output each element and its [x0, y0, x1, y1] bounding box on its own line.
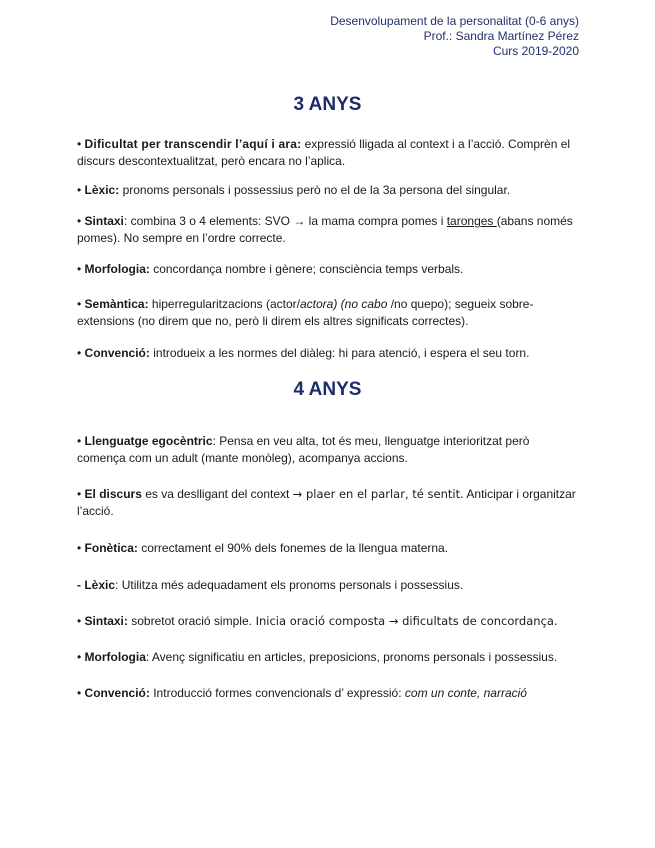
item-text: /no quepo); segueix sobre-extensions (no direm que no, però li direm els altres significats correctes). [77, 297, 534, 328]
item-text: es va deslligant del context [141, 487, 293, 501]
list-item [77, 577, 580, 594]
list-item: • El discurs es va deslligant del context → plaer en el parlar, té sentit. Anticipar i organitzar l’acció. [77, 487, 576, 518]
header-course-title: Desenvolupament de la personalitat (0-6 anys) [330, 14, 579, 28]
item-label: Llenguatge egocèntric [84, 434, 213, 448]
item-text: sobretot oració simple. [127, 614, 252, 628]
section-title-3-anys: 3 ANYS [293, 94, 362, 115]
item-italic-text: actora) (no cabo [299, 297, 391, 311]
item-label: Sintaxi [84, 214, 124, 228]
item-italic-text: com un conte, narració [404, 686, 527, 700]
item-label: Semàntica: [84, 297, 149, 311]
list-item: • Llenguatge egocèntric: Pensa en veu alta, tot és meu, llenguatge interioritzat però comença com un adult (mante monòleg), acompanya accions. [77, 434, 530, 465]
list-item: • Lèxic: pronoms personals i possessius però no el de la 3a persona del singular. [77, 183, 511, 197]
item-text: pronoms personals i possessius però no el de la 3a persona del singular. [119, 183, 511, 197]
item-label: Morfologia [84, 650, 146, 664]
item-text: expressió lligada al context i a l’acció. Comprèn el discurs descontextualitzat, però encara no l’aplica. [77, 137, 571, 168]
item-label: Lèxic [84, 578, 116, 592]
section-title-4-anys: 4 ANYS [293, 379, 362, 400]
item-prefix: - [77, 578, 85, 592]
header-year: Curs 2019-2020 [492, 44, 579, 58]
document-header [330, 14, 579, 59]
item-text: hiperregularitzacions (actor/ [148, 297, 300, 311]
list-item: • Sintaxi: combina 3 o 4 elements: SVO → la mama compra pomes i taronges (abans només pomes). No sempre en l’ordre correcte. [77, 214, 573, 245]
item-underlined-text: taronges [446, 214, 497, 228]
list-item: • Convenció: introdueix a les normes del diàleg: hi para atenció, i espera el seu torn. [77, 346, 530, 360]
header-professor: Prof.: Sandra Martínez Pérez [423, 29, 579, 43]
item-text: : Pensa en veu alta, tot és meu, llenguatge interioritzat però comença com un adult (mante monòleg), acompanya accions. [77, 434, 530, 465]
item-text: Inicia oració composta → dificultats de concordança. [251, 614, 558, 628]
item-label: Sintaxi: [84, 614, 128, 628]
item-text: (abans només pomes). No sempre en l’ordre correcte. [77, 214, 573, 245]
item-text: → plaer en el parlar, té sentit. [292, 487, 464, 501]
list-item: • Semàntica: hiperregularitzacions (actor/actora) (no cabo /no quepo); segueix sobre-extensions (no direm que no, però li direm els altres significats correctes). [77, 297, 534, 328]
list-item: • Convenció: Introducció formes convencionals d’ expressió: com un conte, narració [77, 686, 527, 700]
item-text: : combina 3 o 4 elements: SVO → la mama compra pomes i [123, 214, 447, 228]
item-text: Anticipar i organitzar l’acció. [77, 487, 576, 518]
item-label: El discurs [84, 487, 142, 501]
list-item: • Morfologia: Avenç significatiu en articles, preposicions, pronoms personals i possessius. [77, 650, 558, 664]
item-label: Dificultat per transcendir l’aquí i ara: [84, 137, 302, 151]
item-label: Fonètica: [84, 541, 138, 555]
list-item: • Dificultat per transcendir l’aquí i ara: expressió lligada al context i a l’acció. Comprèn el discurs descontextualitzat, però encara no l’aplica. [77, 137, 571, 168]
list-item: • Morfologia: concordança nombre i gènere; consciència temps verbals. [77, 262, 464, 276]
item-label: Morfologia: [84, 262, 150, 276]
item-text: introdueix a les normes del diàleg: hi para atenció, i espera el seu torn. [149, 346, 530, 360]
item-label: Convenció: [84, 346, 150, 360]
list-item: • Fonètica: correctament el 90% dels fonemes de la llengua materna. [77, 541, 449, 555]
item-text: correctament el 90% dels fonemes de la llengua materna. [137, 541, 449, 555]
list-item: • Sintaxi: sobretot oració simple. Inicia oració composta → dificultats de concordança. [77, 614, 558, 628]
item-text: concordança nombre i gènere; consciència temps verbals. [149, 262, 464, 276]
item-label: Convenció: [84, 686, 150, 700]
item-text: : Utilitza més adequadament els pronoms personals i possessius. [115, 578, 464, 592]
item-label: Lèxic: [84, 183, 120, 197]
item-text: Introducció formes convencionals d’ expressió: [149, 686, 405, 700]
item-text: : Avenç significatiu en articles, preposicions, pronoms personals i possessius. [145, 650, 558, 664]
